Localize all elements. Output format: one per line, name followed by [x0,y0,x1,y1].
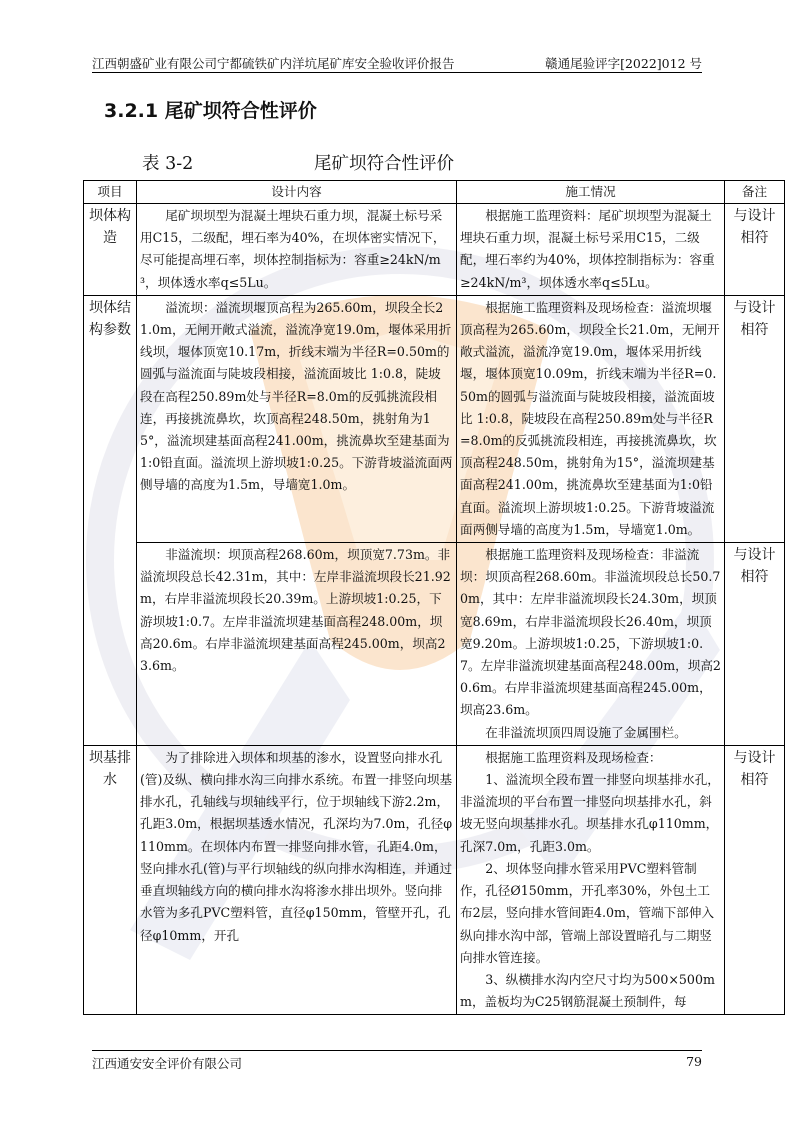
table-title: 尾矿坝符合性评价 [314,154,454,174]
page-header [92,52,702,72]
design-paragraph: 为了排除进入坝体和坝基的渗水，设置竖向排水孔(管)及纵、横向排水沟三向排水系统。布置一排竖向坝基排水孔，孔轴线与坝轴线平行，位于坝轴线下游2.2m，孔距3.0m，根据坝基透水情况，孔深均为7.0m，孔径φ110mm。在坝体内布置一排竖向排水管，孔距4.0m，竖向排水孔(管)与平行坝轴线的纵向排水沟相连，并通过垂直坝轴线方向的横向排水沟将渗水排出坝外。竖向排水管为多孔PVC塑料管，直径φ150mm，管壁开孔，孔径φ10mm，开孔 [140,749,453,943]
header-rule [92,72,702,73]
row-construction [457,745,725,1014]
compliance-table [83,180,785,1015]
section-title: 3.2.1 尾矿坝符合性评价 [104,100,317,122]
row-design [137,204,457,296]
table-header-row [84,181,785,204]
construction-paragraph: 根据施工监理资料及现场检查：非溢流坝：坝顶高程268.60m。非溢流坝段总长50.70m，其中：左岸非溢流坝段长24.30m，坝顶宽8.69m，右岸非溢流坝段长26.40m，坝顶宽9.20m。上游坝坡1:0.25，下游坝坡1:0.7。左岸非溢流坝建基面高程248.00m，坝高20.6m。右岸非溢流坝建基面高程245.00m，坝高23.6m。 [460,547,721,718]
table-row [84,295,785,542]
construction-paragraph: 2、坝体竖向排水管采用PVC塑料管制作，孔径Ø150mm，开孔率30%，外包土工布2层，竖向排水管间距4.0m，管端下部伸入纵向排水沟中部，管端上部设置暗孔与二期竖向排水管连接。 [460,860,715,965]
column-header-design: 设计内容 [137,181,457,204]
table-row [84,543,785,746]
design-paragraph: 溢流坝：溢流坝堰顶高程为265.60m，坝段全长21.0m，无闸开敞式溢流，溢流净宽19.0m，堰体采用折线坝，堰体顶宽10.17m，折线末端为半径R=0.50m的圆弧与溢流面与陡坡段相接，溢流面坡比 1:0.8，陡坡段在高程250.89m处与半径R=8.0m的反弧挑流段相连，再接挑流鼻坎，坎顶高程248.50m，挑射角为15°，溢流坝建基面高程241.00m，挑流鼻坎至建基面为1:0铅直面。溢流坝上游坝坡1:0.25。下游背坡溢流面两侧导墙的高度为1.5m，导墙宽1.0m。 [140,299,453,493]
row-note: 与设计相符 [725,745,785,1014]
construction-paragraph: 根据施工监理资料及现场检查：溢流坝堰顶高程为265.60m，坝段全长21.0m，无闸开敞式溢流，溢流净宽19.0m，堰体采用折线堰，堰体顶宽10.09m，折线末端为半径R=0.50m的圆弧与溢流面与陡坡段相接，溢流面坡比 1:0.8，陡坡段在高程250.89m处与半径R=8.0m的反弧挑流段相连，再接挑流鼻坎，坎顶高程248.50m，挑射角为15°，溢流坝建基面高程241.00m，挑流鼻坎至建基面为1:0铅直面。溢流坝上游坝坡1:0.25。下游背坡溢流面两侧导墙的高度为1.5m，导墙宽1.0m。 [460,299,720,537]
construction-paragraph: 1、溢流坝全段布置一排竖向坝基排水孔，非溢流坝的平台布置一排竖向坝基排水孔，斜坡无竖向坝基排水孔。坝基排水孔φ110mm，孔深7.0m，孔距3.0m。 [460,772,720,854]
row-item: 坝体结构参数 [84,295,137,745]
footer-rule [92,1050,702,1051]
table-number: 表 3-2 [142,154,194,174]
row-construction [457,204,725,296]
page-footer [92,1054,702,1072]
row-item: 坝体构造 [84,204,137,296]
row-note: 与设计相符 [725,204,785,296]
construction-paragraph: 3、纵横排水沟内空尺寸均为500×500mm，盖板均为C25钢筋混凝土预制件，每 [460,971,715,1010]
column-header-item: 项目 [84,181,137,204]
header-report-title: 江西朝盛矿业有限公司宁都硫铁矿内洋坑尾矿库安全验收评价报告 [92,56,455,71]
row-note: 与设计相符 [725,543,785,746]
table-row [84,745,785,1014]
row-construction [457,295,725,542]
page-number: 79 [686,1054,702,1069]
design-paragraph: 尾矿坝坝型为混凝土埋块石重力坝，混凝土标号采用C15，二级配，埋石率为40%，在坝体密实情况下，尽可能提高埋石率，坝体控制指标为：容重≥24kN/m³，坝体透水率q≤5Lu。 [140,208,446,290]
row-item: 坝基排水 [84,745,137,1014]
column-header-note: 备注 [725,181,785,204]
construction-paragraph: 根据施工监理资料：尾矿坝坝型为混凝土埋块石重力坝，混凝土标号采用C15，二级配，埋石率约为40%，坝体控制指标为：容重≥24kN/m³，坝体透水率q≤5Lu。 [460,208,715,290]
construction-paragraph: 根据施工监理资料及现场检查： [485,749,662,765]
row-construction [457,543,725,746]
design-paragraph: 非溢流坝：坝顶高程268.60m，坝顶宽7.73m。非溢流坝段总长42.31m，其中：左岸非溢流坝段长21.92m，右岸非溢流坝段长20.39m。上游坝坡1:0.25，下游坝坡1:0.7。左岸非溢流坝建基面高程248.00m，坝高20.6m。右岸非溢流坝建基面高程245.00m，坝高23.6m。 [140,547,451,674]
header-report-number: 赣通尾验评字[2022]012 号 [545,56,702,71]
table-row [84,204,785,296]
row-design [137,295,457,542]
row-design [137,745,457,1014]
column-header-construction: 施工情况 [457,181,725,204]
row-note: 与设计相符 [725,295,785,542]
row-design [137,543,457,746]
footer-company: 江西通安安全评价有限公司 [92,1056,243,1071]
construction-paragraph: 在非溢流坝顶四周设施了金属围栏。 [485,724,687,740]
